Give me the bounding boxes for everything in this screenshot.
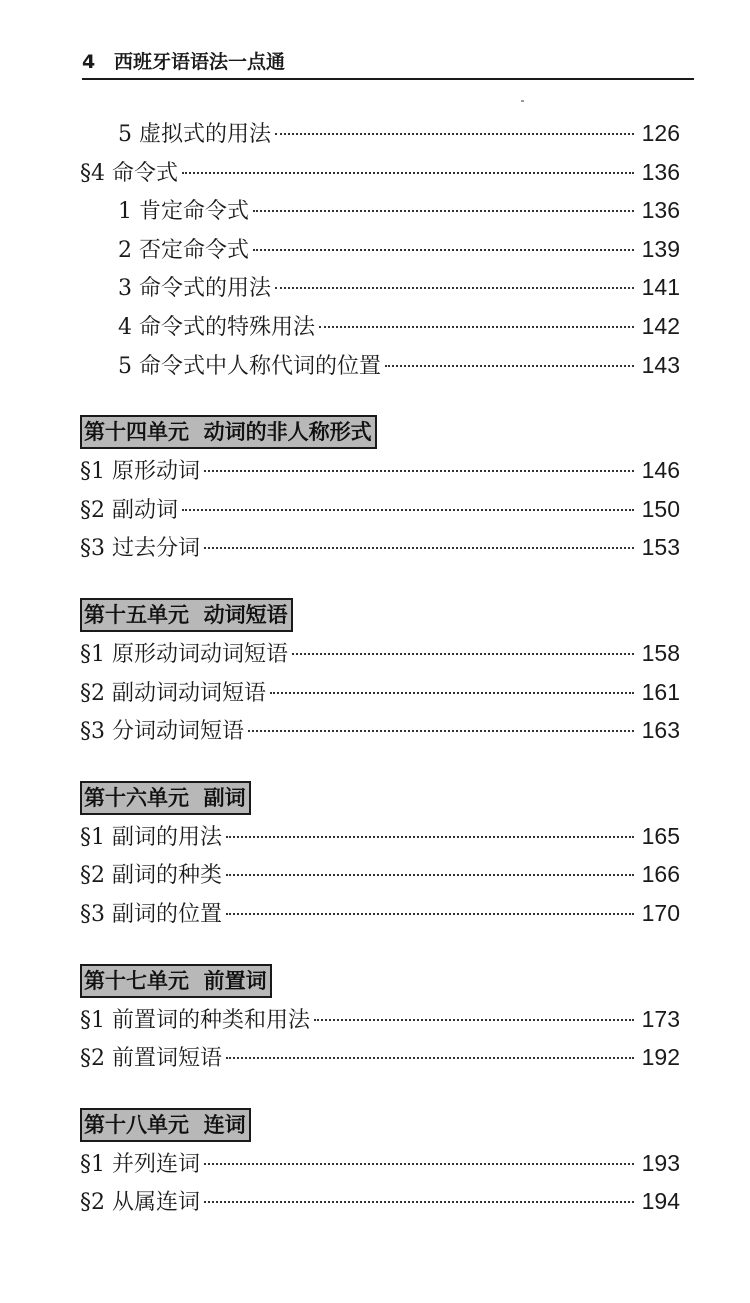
toc-entry[interactable] [80, 490, 680, 529]
unit-title: 第十七单元 前置词 [80, 964, 272, 998]
toc-entry-page: 139 [641, 235, 680, 262]
toc-entry-label: 5 命令式中人称代词的位置 [118, 353, 381, 379]
toc-entry-label: §2 前置词短语 [80, 1046, 222, 1072]
toc-entry-page: 173 [641, 1005, 680, 1032]
leader-dots [226, 836, 634, 838]
unit-title: 第十八单元 连词 [80, 1108, 251, 1142]
toc-entry[interactable] [80, 817, 680, 856]
leader-dots [253, 249, 634, 251]
toc-entry-page: 166 [641, 861, 680, 888]
toc-entry[interactable] [80, 346, 680, 385]
toc-entry-label: 3 命令式的用法 [118, 276, 271, 302]
toc-entry-label: §2 副动词动词短语 [80, 680, 266, 706]
leader-dots [275, 287, 634, 289]
toc-entry-page: 136 [641, 197, 680, 224]
unit-heading [80, 415, 680, 449]
leader-dots [204, 547, 634, 549]
leader-dots [292, 653, 634, 655]
toc-entry-page: 161 [641, 678, 680, 705]
toc-entry-label: 2 否定命令式 [118, 237, 249, 263]
leader-dots [226, 874, 634, 876]
toc-entry-page: 136 [641, 158, 680, 185]
toc-entry-page: 192 [641, 1044, 680, 1071]
toc-entry-page: 153 [641, 534, 680, 561]
toc-entry-label: 4 命令式的特殊用法 [118, 314, 315, 340]
leader-dots [314, 1019, 634, 1021]
toc-entry-page: 193 [641, 1149, 680, 1176]
toc-entry-label: §1 原形动词 [80, 459, 200, 485]
toc-entry-label: 5 虚拟式的用法 [118, 122, 271, 147]
leader-dots [275, 133, 634, 135]
toc-entry[interactable] [80, 451, 680, 490]
running-head [82, 48, 694, 80]
book-title: 西班牙语语法一点通 [114, 51, 286, 73]
toc-entry-page: 158 [641, 639, 680, 666]
toc-entry-label: §2 副词的种类 [80, 863, 222, 889]
leader-dots [226, 913, 634, 915]
toc-entry-page: 146 [641, 457, 680, 484]
toc-entry-page: 126 [641, 120, 680, 146]
toc-entry-page: 163 [641, 717, 680, 744]
toc-entry[interactable] [80, 711, 680, 750]
toc-entry[interactable] [80, 634, 680, 673]
toc-entry-page: 150 [641, 495, 680, 522]
toc-entry-page: 142 [641, 312, 680, 339]
leader-dots [270, 692, 634, 694]
leader-dots [204, 1163, 634, 1165]
leader-dots [226, 1057, 634, 1059]
toc-entry[interactable] [80, 528, 680, 567]
scan-speck [521, 100, 524, 102]
toc-entry[interactable] [80, 307, 680, 346]
toc-entry[interactable] [80, 268, 680, 307]
leader-dots [204, 470, 634, 472]
toc-entry[interactable] [80, 114, 680, 153]
toc-entry[interactable] [80, 1182, 680, 1221]
toc-entry-label: §1 前置词的种类和用法 [80, 1007, 310, 1033]
toc-entry[interactable] [80, 1144, 680, 1183]
unit-title: 第十四单元 动词的非人称形式 [80, 415, 377, 449]
unit-title: 第十六单元 副词 [80, 781, 251, 815]
toc-entry-page: 194 [641, 1188, 680, 1215]
unit-heading [80, 781, 680, 815]
table-of-contents [80, 114, 680, 1221]
toc-entry[interactable] [80, 673, 680, 712]
toc-entry-label: §2 从属连词 [80, 1190, 200, 1216]
toc-entry[interactable] [80, 855, 680, 894]
toc-entry[interactable] [80, 1038, 680, 1077]
leader-dots [182, 509, 634, 511]
unit-heading [80, 964, 680, 998]
toc-entry[interactable] [80, 894, 680, 933]
toc-entry-label: §1 副词的用法 [80, 824, 222, 850]
unit-heading [80, 1108, 680, 1142]
toc-entry-page: 141 [641, 274, 680, 301]
toc-entry-page: 165 [641, 822, 680, 849]
leader-dots [182, 172, 634, 174]
toc-entry[interactable] [80, 191, 680, 230]
toc-entry-label: §3 副词的位置 [80, 901, 222, 927]
toc-entry-label: §2 副动词 [80, 497, 178, 523]
toc-entry-page: 170 [641, 899, 680, 926]
toc-entry-label: §3 过去分词 [80, 536, 200, 562]
toc-entry[interactable] [80, 153, 680, 192]
leader-dots [204, 1201, 634, 1203]
toc-entry[interactable] [80, 230, 680, 269]
leader-dots [253, 210, 634, 212]
toc-entry-label: 1 肯定命令式 [118, 199, 249, 225]
toc-entry-label: §1 原形动词动词短语 [80, 641, 288, 667]
toc-entry-label: §3 分词动词短语 [80, 719, 244, 745]
leader-dots [385, 365, 634, 367]
toc-entry-label: §4 命令式 [80, 160, 178, 186]
page-number: 4 [82, 51, 96, 73]
leader-dots [248, 730, 634, 732]
toc-entry-page: 143 [641, 351, 680, 378]
unit-heading [80, 598, 680, 632]
toc-entry-label: §1 并列连词 [80, 1151, 200, 1177]
leader-dots [319, 326, 634, 328]
toc-entry[interactable] [80, 1000, 680, 1039]
unit-title: 第十五单元 动词短语 [80, 598, 293, 632]
